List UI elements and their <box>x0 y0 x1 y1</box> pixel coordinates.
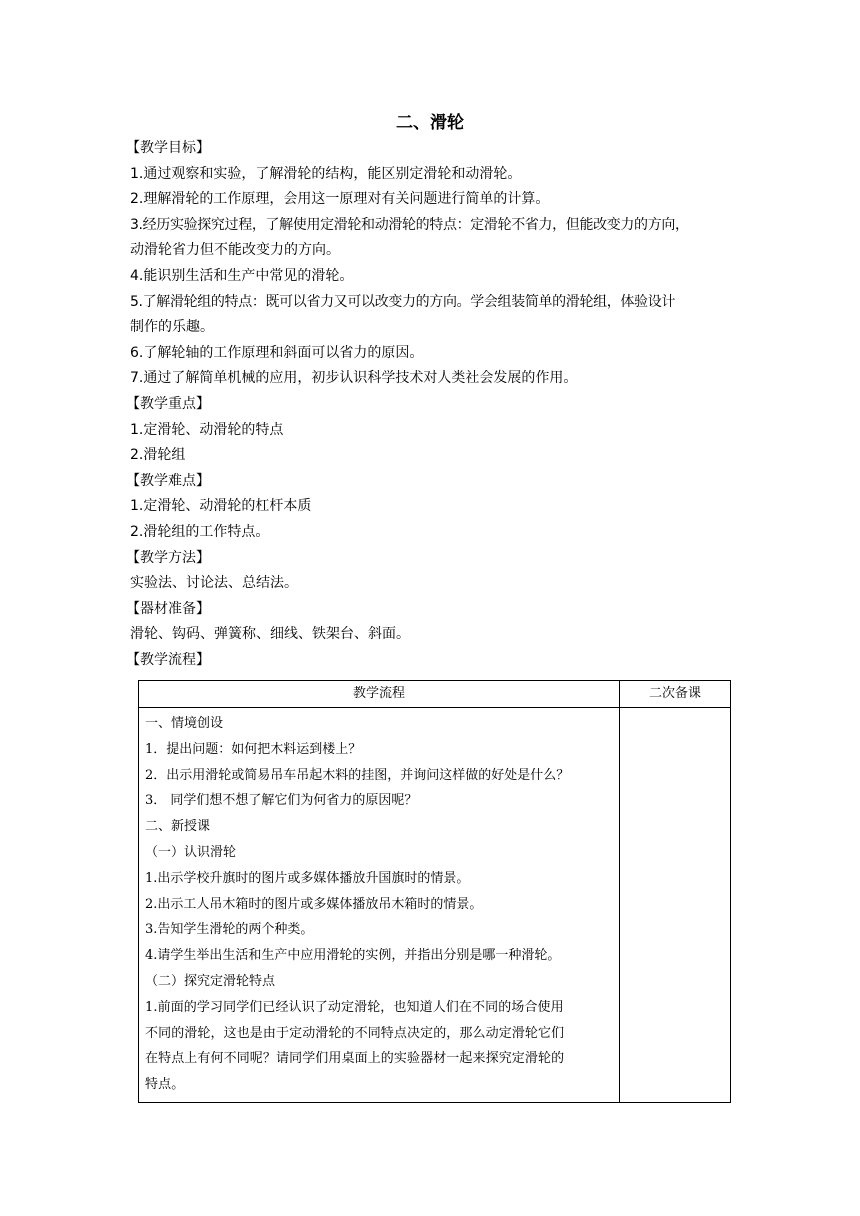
process-line: （二）探究定滑轮特点 <box>145 973 276 989</box>
process-heading: 【教学流程】 <box>126 651 210 668</box>
process-line: 4.请学生举出生活和生产中应用滑轮的实例，并指出分别是哪一种滑轮。 <box>145 948 561 964</box>
key-point-item: 2.滑轮组 <box>130 447 186 464</box>
paragraph-line: 特点。 <box>145 1077 185 1093</box>
process-line: 2．出示用滑轮或简易吊车吊起木料的挂图，并询问这样做的好处是什么？ <box>145 767 570 783</box>
table-header-row <box>139 681 731 708</box>
objective-item: 1.通过观察和实验，了解滑轮的结构，能区别定滑轮和动滑轮。 <box>130 165 522 182</box>
objective-item: 2.理解滑轮的工作原理，会用这一原理对有关问题进行简单的计算。 <box>130 191 550 208</box>
objective-item: 4.能识别生活和生产中常见的滑轮。 <box>130 267 354 284</box>
table-row <box>139 708 731 1103</box>
key-point-item: 1.定滑轮、动滑轮的特点 <box>130 421 284 438</box>
objective-item: 7.通过了解简单机械的应用，初步认识科学技术对人类社会发展的作用。 <box>130 370 578 387</box>
paragraph-line: 1.前面的学习同学们已经认识了动定滑轮，也知道人们在不同的场合使用 <box>145 999 564 1015</box>
materials-heading: 【器材准备】 <box>126 600 210 617</box>
process-line: 3． 同学们想不想了解它们为何省力的原因呢？ <box>145 793 418 809</box>
objective-item-continued: 制作的乐趣。 <box>130 319 214 336</box>
process-line: 2.出示工人吊木箱时的图片或多媒体播放吊木箱时的情景。 <box>145 896 483 912</box>
process-line: 二、新授课 <box>145 819 211 835</box>
page-title: 二、滑轮 <box>396 113 464 133</box>
process-line: 1.出示学校升旗时的图片或多媒体播放升国旗时的情景。 <box>145 870 470 886</box>
objective-item-continued: 动滑轮省力但不能改变力的方向。 <box>130 242 340 259</box>
methods-heading: 【教学方法】 <box>126 549 210 566</box>
lesson-plan-body <box>126 136 750 673</box>
process-cell <box>139 708 620 1103</box>
objective-item: 6.了解轮轴的工作原理和斜面可以省力的原因。 <box>130 344 424 361</box>
teaching-process-table <box>138 680 731 1103</box>
process-line: （一）认识滑轮 <box>145 844 237 860</box>
difficulty-item: 1.定滑轮、动滑轮的杠杆本质 <box>130 498 312 515</box>
objective-item: 3.经历实验探究过程，了解使用定滑轮和动滑轮的特点：定滑轮不省力，但能改变力的方向， <box>130 216 689 233</box>
process-line: 1．提出问题：如何把木料运到楼上？ <box>145 741 362 757</box>
process-line: 一、情境创设 <box>145 716 224 731</box>
column-header-process: 教学流程 <box>139 681 620 708</box>
process-line: 3.告知学生滑轮的两个种类。 <box>145 922 314 938</box>
methods-text: 实验法、讨论法、总结法。 <box>130 575 298 592</box>
second-prep-cell <box>620 708 731 1103</box>
difficulty-item: 2.滑轮组的工作特点。 <box>130 523 270 540</box>
paragraph-line: 在特点上有何不同呢？请同学们用桌面上的实验器材一起来探究定滑轮的 <box>145 1051 565 1067</box>
objectives-heading: 【教学目标】 <box>126 140 210 156</box>
process-paragraph <box>145 995 613 1098</box>
objective-item: 5.了解滑轮组的特点：既可以省力又可以改变力的方向。学会组装简单的滑轮组，体验设计 <box>130 293 676 310</box>
materials-text: 滑轮、钩码、弹簧称、细线、铁架台、斜面。 <box>130 626 410 643</box>
key-points-heading: 【教学重点】 <box>126 395 210 412</box>
paragraph-line: 不同的滑轮，这也是由于定动滑轮的不同特点决定的，那么动定滑轮它们 <box>145 1025 565 1041</box>
column-header-second-prep: 二次备课 <box>620 681 731 708</box>
difficulties-heading: 【教学难点】 <box>126 472 210 489</box>
